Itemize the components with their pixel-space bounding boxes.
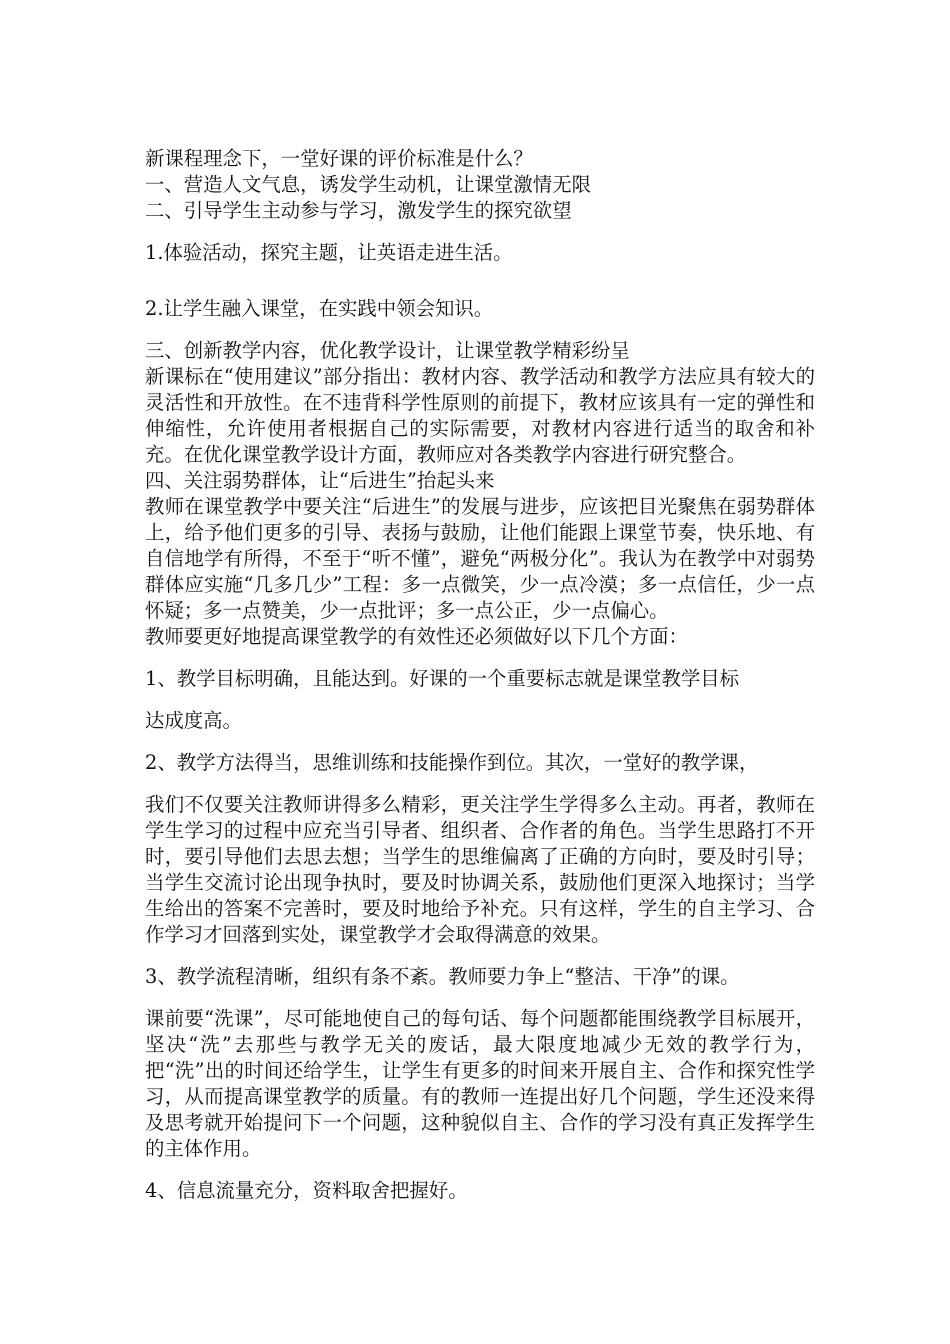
item-a-2: 2.让学生融入课堂，在实践中领会知识。	[145, 297, 494, 320]
point-1-line-1: 1、教学目标明确，且能达到。好课的一个重要标志就是课堂教学目标	[145, 667, 740, 690]
point-3-line-1: 3、教学流程清晰，组织有条不紊。教师要力争上“整洁、干净”的课。	[145, 965, 740, 988]
point-4: 4、信息流量充分，资料取舍把握好。	[145, 1179, 468, 1202]
item-a-1: 1.体验活动，探究主题，让英语走进生活。	[145, 241, 513, 264]
point-1-line-2: 达成度高。	[145, 709, 242, 732]
point-2-line-1: 2、教学方法得当，思维训练和技能操作到位。其次，一堂好的教学课，	[145, 751, 759, 774]
section-heading-1: 一、营造人文气息，诱发学生动机，让课堂激情无限	[145, 173, 591, 196]
point-3-body: 课前要“洗课”，尽可能地使自己的每句话、每个问题都能围绕教学目标展开，坚决“洗”去那些与教学无关的废话，最大限度地减少无效的教学行为，把“洗”出的时间还给学生，让学生有更多的时间来开展自主、合作和探究性学习，从而提高课堂教学的质量。有的教师一连提出好几个问题，学生还没来得及思考就开始提问下一个问题，这种貌似自主、合作的学习没有真正发挥学生的主体作用。	[145, 1007, 815, 1160]
section-heading-2: 二、引导学生主动参与学习，激发学生的探究欲望	[145, 199, 572, 222]
document-page	[145, 146, 815, 1204]
paragraph-3: 新课标在“使用建议”部分指出：教材内容、教学活动和教学方法应具有较大的灵活性和开放性。在不违背科学性原则的前提下，教材应该具有一定的弹性和伸缩性，允许使用者根据自己的实际需要，对教材内容进行适当的取舍和补充。在优化课堂教学设计方面，教师应对各类教学内容进行研究整合。	[145, 365, 815, 466]
point-2-body: 我们不仅要关注教师讲得多么精彩，更关注学生学得多么主动。再者，教师在学生学习的过程中应充当引导者、组织者、合作者的角色。当学生思路打不开时，要引导他们去思去想；当学生的思维偏离了正确的方向时，要及时引导；当学生交流讨论出现争执时，要及时协调关系，鼓励他们更深入地探讨；当学生给出的答案不完善时，要及时地给予补充。只有这样，学生的自主学习、合作学习才回落到实处，课堂教学才会取得满意的效果。	[145, 793, 815, 946]
section-heading-4: 四、关注弱势群体，让“后进生”抬起头来	[145, 469, 495, 492]
paragraph-4: 教师在课堂教学中要关注“后进生”的发展与进步，应该把目光聚焦在弱势群体上，给予他们更多的引导、表扬与鼓励，让他们能跟上课堂节奏，快乐地、有自信地学有所得，不至于“听不懂”，避免“两极分化”。我认为在教学中对弱势群体应实施“几多几少”工程：多一点微笑，少一点冷漠；多一点信任，少一点怀疑；多一点赞美，少一点批评；多一点公正，少一点偏心。	[145, 495, 815, 622]
intro-line: 教师要更好地提高课堂教学的有效性还必须做好以下几个方面：	[145, 625, 688, 648]
section-heading-3: 三、创新教学内容，优化教学设计，让课堂教学精彩纷呈	[145, 339, 630, 362]
document-title: 新课程理念下，一堂好课的评价标准是什么？	[145, 147, 533, 170]
